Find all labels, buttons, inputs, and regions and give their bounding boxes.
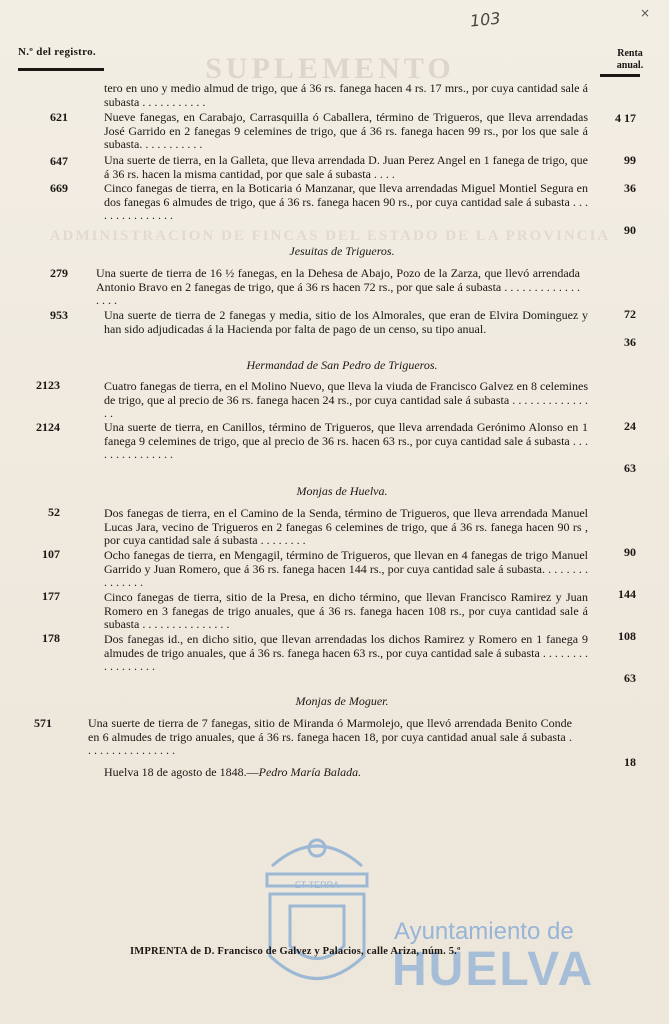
- registry-number: 669: [50, 181, 68, 195]
- rent-amount: 63: [624, 461, 636, 475]
- watermark-huelva-text: HUELVA: [392, 943, 595, 996]
- rent-amount: 24: [624, 419, 636, 433]
- entry-text: Una suerte de tierra, en Canillos, término de Trigueros, que lleva arrendada Gerónimo Alonso en 1 fanega 9 celemines de trigo, que al precio de 36 rs. hacen 63 rs., por cuya cantidad sale á subasta . . . . . . . . . . . . . . .: [104, 420, 588, 461]
- registry-number: 621: [50, 110, 68, 124]
- registry-number: 647: [50, 154, 68, 168]
- registry-number: 107: [42, 547, 60, 561]
- entry-text: Cinco fanegas de tierra, sitio de la Presa, en dicho término, que llevan Francisco Ramirez y Juan Romero en 3 fanegas de trigo anuales, que á 36 rs. fanega hacen 108 rs., por cuya cantidad sale á subasta . . . . . . . . . . . . . . .: [104, 590, 588, 631]
- entry-text: Cinco fanegas de tierra, en la Boticaria ó Manzanar, que lleva arrendadas Miguel Montiel Segura en dos fanegas 6 almudes de trigo, que á 36 rs. fanega hacen 90 rs., por cuya cantidad sale á subasta . . . . . . . . . . . . . . .: [104, 181, 588, 222]
- registry-number: 178: [42, 631, 60, 645]
- entry-text: Dos fanegas id., en dicho sitio, que llevan arrendadas los dichos Ramirez y Romero en 1 fanega 9 almudes de trigo anuales, que á 36 rs. fanega hacen 63 rs., por cuya cantidad sale á subasta . . . . . . . . . . . . . . . . .: [104, 632, 588, 673]
- section-heading-jesuitas: Jesuitas de Trigueros.: [289, 244, 395, 258]
- registry-number: 2123: [36, 378, 60, 392]
- section-heading-hermandad: Hermandad de San Pedro de Trigueros.: [246, 358, 438, 372]
- annual-rent-column-header: [600, 48, 660, 72]
- entry-text: Una suerte de tierra de 2 fanegas y media, sitio de los Almorales, que eran de Elvira Dominguez y han sido adjudicadas á la Hacienda por falta de pago de un censo, su tipo anual.: [104, 308, 588, 336]
- registry-number: 571: [34, 716, 52, 730]
- ayuntamiento-shield-icon: [252, 826, 382, 1016]
- handwritten-page-number: 103: [469, 8, 502, 31]
- section-heading-monjas-moguer: Monjas de Moguer.: [295, 694, 389, 708]
- entry-text: Dos fanegas de tierra, en el Camino de la Senda, término de Trigueros, que lleva arrendada Manuel Lucas Jara, vecino de Trigueros en 2 fanegas 6 celemines de trigo, que á 36 rs. fanega hacen 90 rs , por cuya cantidad sale á subasta . . . . . . . .: [104, 506, 588, 547]
- registry-column-header: N.º del registro.: [18, 46, 96, 58]
- entry-text: Ocho fanegas de tierra, en Mengagil, término de Trigueros, que llevan en 4 fanegas de trigo Manuel Garrido y Juan Romero, que á 36 rs. fanega hacen 144 rs., por cuya cantidad sale á subasta. . . . . . . . . . . . . . .: [104, 548, 588, 589]
- section-heading-monjas-huelva: Monjas de Huelva.: [296, 484, 388, 498]
- registry-number: 52: [48, 505, 60, 519]
- supplement-watermark: SUPLEMENTO: [205, 52, 455, 85]
- registry-number: 2124: [36, 420, 60, 434]
- signature-place-date: Huelva 18 de agosto de 1848.—: [104, 765, 259, 779]
- rent-amount: 63: [624, 671, 636, 685]
- rent-amount: 144: [618, 587, 636, 601]
- entry-text: Una suerte de tierra, en la Galleta, que lleva arrendada D. Juan Perez Angel en 1 fanega de trigo, que á 36 rs. hacen la misma cantidad, por que sale á subasta . . . .: [104, 153, 588, 181]
- registry-header-rule: [18, 68, 104, 71]
- entry-text: Cuatro fanegas de tierra, en el Molino Nuevo, que lleva la viuda de Francisco Galvez en 8 celemines de trigo, que al precio de 36 rs. fanega hacen 24 rs., por cuya cantidad sale á subasta . . . . . . . . . . . . . . .: [104, 379, 588, 420]
- rent-amount: 99: [624, 153, 636, 167]
- rent-amount: 90: [624, 223, 636, 237]
- registry-number: 279: [50, 266, 68, 280]
- rent-amount: 90: [624, 545, 636, 559]
- rent-amount: 72: [624, 307, 636, 321]
- entry-text: Nueve fanegas, en Carabajo, Carrasquilla ó Caballera, término de Trigueros, que lleva arrendadas José Garrido en 2 fanegas 9 celemines de trigo, que á 36 rs. fanega hacen 99 rs., por los que sale á subasta. . . . . . . . . . .: [104, 110, 588, 151]
- signature-line: [104, 765, 361, 780]
- watermark-ayuntamiento-text: Ayuntamiento de: [394, 918, 574, 945]
- entry-text: Una suerte de tierra de 7 fanegas, sitio de Miranda ó Marmolejo, que llevó arrendada Benito Conde en 6 almudes de trigo anuales, que á 36 rs. fanega hacen 18, por cuya cantidad anual sale á subasta . . . . . . . . . . . . . . . .: [88, 716, 572, 757]
- corner-mark: ×: [640, 6, 651, 20]
- printer-imprint: IMPRENTA de D. Francisco de Galvez y Palacios, calle Ariza, núm. 5.º: [130, 946, 461, 957]
- rent-amount: 36: [624, 335, 636, 349]
- rent-amount: 108: [618, 629, 636, 643]
- administration-watermark: ADMINISTRACION DE FINCAS DEL ESTADO DE LA PROVINCIA: [49, 228, 611, 244]
- rent-header-line2: anual.: [616, 60, 644, 71]
- registry-number: 953: [50, 308, 68, 322]
- rent-amount: 18: [624, 755, 636, 769]
- rent-amount: 36: [624, 181, 636, 195]
- rent-header-line1: Renta: [617, 48, 643, 59]
- shield-motto: ET TERRA: [294, 880, 340, 890]
- signature-name: Pedro María Balada.: [258, 765, 362, 779]
- entry-text: Una suerte de tierra de 16 ½ fanegas, en la Dehesa de Abajo, Pozo de la Zarza, que llevó arrendada Antonio Bravo en 2 fanegas de trigo, que á 36 rs hacen 72 rs., por que sale á subasta . . . . . . . . . . . . . . . . .: [96, 266, 580, 307]
- entry-text: tero en uno y medio almud de trigo, que á 36 rs. fanega hacen 4 rs. 17 mrs., por cuya cantidad sale á subasta . . . . . . . . . . .: [104, 81, 588, 109]
- registry-number: 177: [42, 589, 60, 603]
- rent-header-rule: [600, 74, 640, 77]
- rent-amount: 4 17: [615, 111, 636, 125]
